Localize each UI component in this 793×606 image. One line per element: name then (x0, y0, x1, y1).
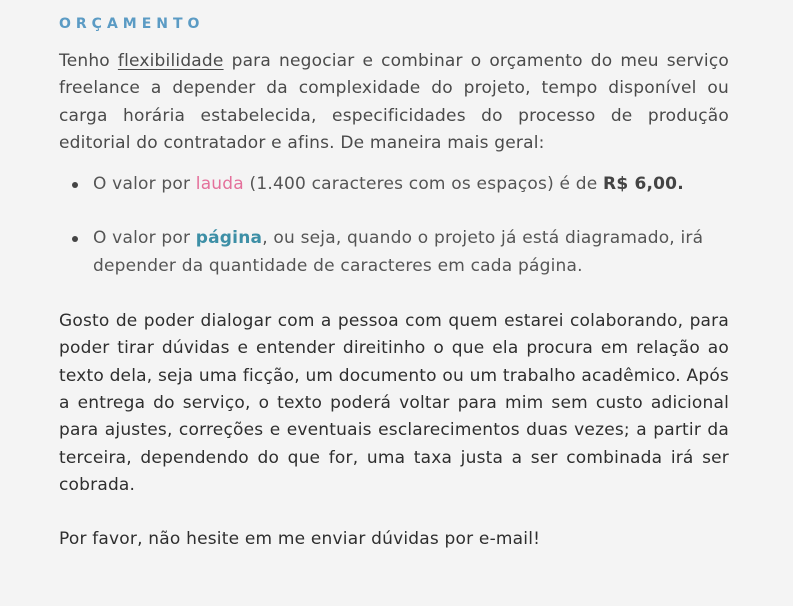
intro-text-start: Tenho (59, 51, 118, 71)
contact-paragraph: Por favor, não hesite em me enviar dúvidas por e-mail! (59, 529, 541, 550)
lauda-price: R$ 6,00. (603, 174, 684, 195)
pagina-text-end: , ou seja, quando o projeto já está diagramado, irá depender da quantidade de caracteres em cada página. (93, 228, 704, 276)
pagina-text-start: O valor por (93, 228, 196, 249)
list-item-lauda (59, 171, 729, 198)
pagina-term: página (195, 228, 263, 249)
intro-text-end: para negociar e combinar o orçamento do meu serviço freelance a depender da complexidade do projeto, tempo disponível ou carga horária estabelecida, especificidades do processo de produção editorial do contratador e afins. De maneira mais geral: (59, 51, 729, 153)
lauda-term: lauda (195, 174, 244, 195)
section-heading: ORÇAMENTO (59, 16, 205, 32)
lauda-text-start: O valor por (93, 174, 196, 195)
intro-paragraph (59, 48, 729, 157)
lauda-text-middle: (1.400 caracteres com os espaços) é de (243, 174, 604, 195)
list-item-pagina (59, 225, 729, 280)
dialogue-paragraph: Gosto de poder dialogar com a pessoa com quem estarei colaborando, para poder tirar dúvidas e entender direitinho o que ela procura em relação ao texto dela, seja uma ficção, um documento ou um trabalho acadêmico. Após a entrega do serviço, o texto poderá voltar para mim sem custo adicional para ajustes, correções e eventuais esclarecimentos duas vezes; a partir da terceira, dependendo do que for, uma taxa justa a ser combinada irá ser cobrada. (59, 311, 729, 495)
bullet-icon (72, 182, 78, 188)
flexibilidade-link[interactable]: flexibilidade (117, 51, 224, 71)
budget-section (59, 14, 729, 553)
pricing-list (59, 171, 729, 280)
bullet-icon (72, 236, 78, 242)
